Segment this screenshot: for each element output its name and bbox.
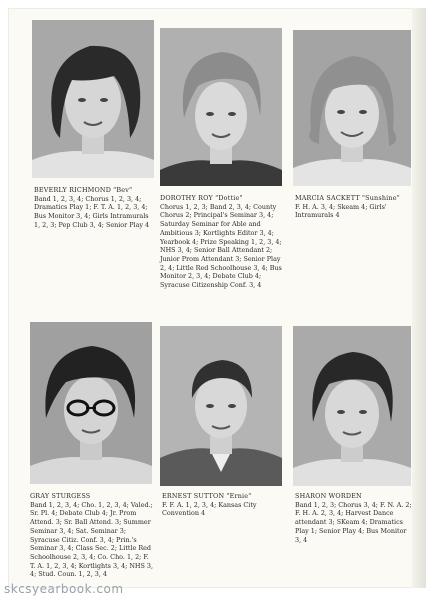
student-caption-sharon-worden — [295, 492, 413, 544]
student-activities: Band 1, 2, 3, 4; Cho. 1, 2, 3, 4; Valed.; Sr. Pl. 4; Debate Club 4; Jr. Prom Attend. 3; Sr. Ball Attend. 3; Summer Seminar 3, 4; Sat. Seminar 3; Syracuse Citiz. Conf. 3, 4; Prin.'s Seminar 3, 4; Class Sec. 2; Little Red Schoolhouse 2, 3, 4; Co. Cho. 1, 2; F. T. A. 1, 2, 3, 4; Kortlights 3, 4; NHS 3, 4; Stud. Coun. 1, 2, 3, 4 — [30, 500, 153, 579]
student-name: ERNEST SUTTON "Ernie" — [162, 492, 252, 500]
site-watermark: skcsyearbook.com — [4, 582, 124, 596]
student-photo-marcia-sackett — [293, 30, 411, 186]
student-activities: Band 1, 2, 3; Chorus 3, 4; F. N. A. 2; F. H. A. 2, 3, 4; Harvest Dance attendant 3; SKeam 4; Dramatics Play 1; Senior Play 4; Bus Monitor 3, 4 — [295, 500, 412, 544]
student-caption-marcia-sackett — [295, 194, 411, 220]
student-activities: F. F. A. 1, 2, 3, 4; Kansas City Convention 4 — [162, 500, 257, 518]
student-photo-sharon-worden — [293, 326, 411, 486]
student-caption-dorothy-roy — [160, 194, 284, 290]
student-caption-gray-sturgess — [30, 492, 154, 579]
student-photo-dorothy-roy — [160, 28, 282, 186]
student-photo-ernest-sutton — [160, 326, 282, 486]
student-caption-beverly-richmond — [34, 186, 152, 230]
student-activities: F. H. A. 3, 4; Skeam 4; Girls' Intramurals 4 — [295, 202, 387, 220]
student-photo-gray-sturgess — [30, 322, 152, 484]
student-activities: Chorus 1, 2, 3; Band 2, 3, 4; County Chorus 2; Principal's Seminar 3, 4; Saturday Seminar for Able and Ambitious 3; Kortlights Editor 3, 4; Yearbook 4; Prize Speaking 1, 2, 3, 4; NHS 3, 4; Senior Ball Attendant 2; Junior Prom Attendant 3; Senior Play 2, 4; Little Red Schoolhouse 3, 4; Bus Monitor 2, 3, 4; Debate Club 4; Syracuse Citizenship Conf. 3, 4 — [160, 202, 282, 290]
student-name: MARCIA SACKETT "Sunshine" — [295, 194, 400, 202]
student-photo-beverly-richmond — [32, 20, 154, 178]
student-activities: Band 1, 2, 3, 4; Chorus 1, 2, 3, 4; Dramatics Play 1; F. T. A. 1, 2, 3, 4; Bus Monitor 3, 4; Girls Intramurals 1, 2, 3; Pep Club 3, 4; Senior Play 4 — [34, 194, 150, 229]
student-name: GRAY STURGESS — [30, 492, 91, 500]
student-caption-ernest-sutton — [162, 492, 282, 518]
student-name: SHARON WORDEN — [295, 492, 362, 500]
student-name: BEVERLY RICHMOND "Bev" — [34, 186, 133, 194]
yearbook-page — [8, 8, 426, 588]
page-gutter-shadow — [412, 8, 426, 588]
student-name: DOROTHY ROY "Dottie" — [160, 194, 243, 202]
